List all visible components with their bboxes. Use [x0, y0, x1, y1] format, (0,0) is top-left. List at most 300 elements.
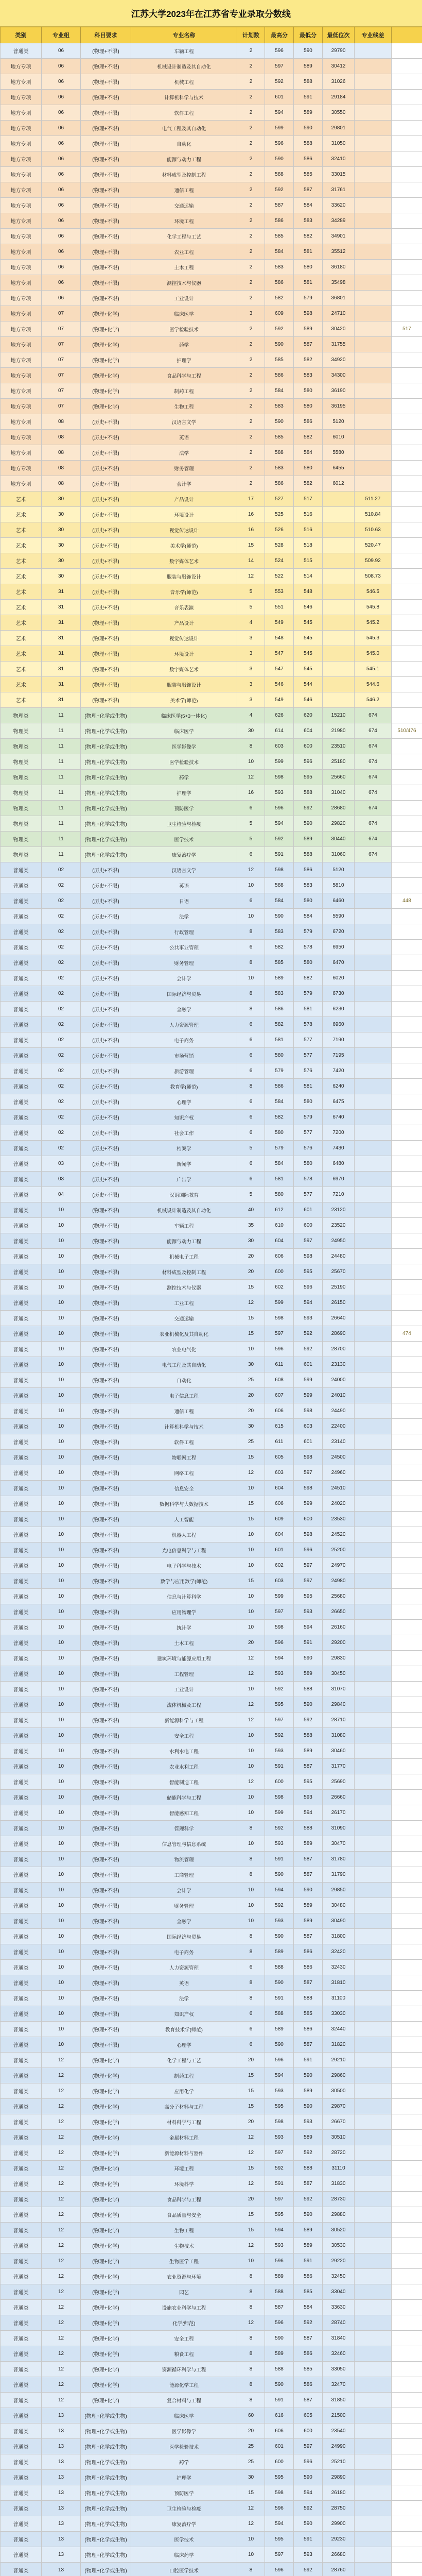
table-row [1, 2393, 422, 2408]
cell-max: 597 [265, 1604, 294, 1620]
cell-note [392, 2207, 422, 2223]
cell-note [392, 2099, 422, 2114]
cell-min: 587 [294, 1867, 323, 1883]
cell-group: 12 [42, 2176, 81, 2192]
cell-group: 12 [42, 2192, 81, 2207]
cell-plan: 8 [237, 2563, 265, 2576]
cell-group: 02 [42, 1094, 81, 1110]
cell-plan: 2 [237, 59, 265, 74]
cell-major: 管理科学 [131, 1821, 237, 1836]
cell-rank: 31080 [323, 1728, 355, 1743]
cell-note [392, 1094, 422, 1110]
cell-note [392, 182, 422, 198]
cell-rank: 26640 [323, 1311, 355, 1326]
cell-group: 10 [42, 1357, 81, 1372]
cell-major: 机器人工程 [131, 1527, 237, 1543]
cell-line [355, 1156, 392, 1172]
cell-min: 589 [294, 1666, 323, 1682]
table-row [1, 1481, 422, 1496]
cell-subject: (物理+不限) [81, 1620, 131, 1635]
cell-type: 普通类 [1, 1403, 42, 1419]
cell-rank: 24020 [323, 1496, 355, 1512]
cell-group: 13 [42, 2485, 81, 2501]
cell-line [355, 1187, 392, 1202]
cell-group: 10 [42, 1635, 81, 1651]
cell-subject: (物理+不限) [81, 1202, 131, 1218]
cell-line [355, 2022, 392, 2037]
cell-line [355, 1697, 392, 1713]
cell-max: 603 [265, 1465, 294, 1481]
cell-note [392, 1682, 422, 1697]
cell-major: 物流管理 [131, 1852, 237, 1867]
cell-plan: 6 [237, 2022, 265, 2037]
cell-rank: 28750 [323, 2501, 355, 2516]
cell-group: 13 [42, 2547, 81, 2563]
cell-major: 服装与服饰设计 [131, 569, 237, 584]
cell-note [392, 1728, 422, 1743]
cell-subject: (历史+不限) [81, 1063, 131, 1079]
table-row [1, 1790, 422, 1805]
cell-subject: (物理+不限) [81, 1913, 131, 1929]
cell-min: 589 [294, 1836, 323, 1852]
cell-plan: 15 [237, 2223, 265, 2238]
cell-max: 522 [265, 569, 294, 584]
cell-rank: 24950 [323, 1233, 355, 1249]
cell-max: 591 [265, 847, 294, 862]
cell-rank: 36195 [323, 399, 355, 414]
cell-rank: 26170 [323, 1805, 355, 1821]
cell-max: 581 [265, 1172, 294, 1187]
cell-type: 普通类 [1, 2532, 42, 2547]
cell-major: 土木工程 [131, 1635, 237, 1651]
cell-rank: 25680 [323, 1589, 355, 1604]
cell-min: 590 [294, 2516, 323, 2532]
cell-note [392, 615, 422, 631]
cell-group: 31 [42, 631, 81, 646]
cell-type: 普通类 [1, 2176, 42, 2192]
cell-max: 596 [265, 2501, 294, 2516]
cell-min: 516 [294, 522, 323, 538]
cell-min: 593 [294, 2547, 323, 2563]
table-row [1, 1836, 422, 1852]
cell-max: 583 [265, 986, 294, 1002]
table-row [1, 1991, 422, 2006]
cell-subject: (物理+不限) [81, 662, 131, 677]
cell-min: 583 [294, 878, 323, 893]
cell-rank: 23510 [323, 739, 355, 754]
cell-major: 食品科学与工程 [131, 2192, 237, 2207]
cell-type: 普通类 [1, 1944, 42, 1960]
cell-note [392, 1372, 422, 1388]
cell-line [355, 1372, 392, 1388]
cell-note [392, 2516, 422, 2532]
cell-min: 594 [294, 1620, 323, 1635]
cell-note [392, 1434, 422, 1450]
table-row [1, 646, 422, 662]
cell-min: 591 [294, 1635, 323, 1651]
table-row [1, 2300, 422, 2315]
cell-subject: (物理+化学或生物) [81, 2501, 131, 2516]
cell-note [392, 1666, 422, 1682]
table-row [1, 136, 422, 151]
cell-rank: 32430 [323, 1960, 355, 1975]
cell-rank: 6020 [323, 971, 355, 986]
cell-note [392, 1821, 422, 1836]
cell-min: 516 [294, 507, 323, 522]
cell-rank: 34901 [323, 229, 355, 244]
cell-plan: 12 [237, 1713, 265, 1728]
cell-major: 临床医学(5+3一体化) [131, 708, 237, 723]
cell-max: 579 [265, 1141, 294, 1156]
cell-type: 普通类 [1, 1790, 42, 1805]
cell-rank: 6950 [323, 940, 355, 955]
cell-rank: 26680 [323, 2547, 355, 2563]
cell-rank: 24490 [323, 1403, 355, 1419]
cell-note [392, 337, 422, 352]
cell-major: 护理学 [131, 352, 237, 368]
cell-type: 普通类 [1, 2331, 42, 2346]
cell-group: 12 [42, 2331, 81, 2346]
cell-type: 物理类 [1, 739, 42, 754]
cell-group: 06 [42, 105, 81, 121]
cell-max: 582 [265, 291, 294, 306]
cell-note [392, 2269, 422, 2284]
table-row [1, 955, 422, 971]
cell-type: 地方专项 [1, 213, 42, 229]
table-row [1, 754, 422, 770]
table-row [1, 1311, 422, 1326]
header-note [392, 27, 422, 43]
table-row [1, 105, 422, 121]
cell-major: 农业电气化 [131, 1342, 237, 1357]
cell-major: 会计学 [131, 476, 237, 492]
cell-major: 水利水电工程 [131, 1743, 237, 1759]
cell-line [355, 986, 392, 1002]
cell-min: 578 [294, 1017, 323, 1032]
cell-line [355, 337, 392, 352]
cell-group: 02 [42, 862, 81, 878]
cell-major: 网络工程 [131, 1465, 237, 1481]
cell-major: 心理学 [131, 1094, 237, 1110]
cell-type: 普通类 [1, 1063, 42, 1079]
cell-max: 612 [265, 1202, 294, 1218]
cell-min: 546 [294, 600, 323, 615]
cell-major: 医学技术 [131, 2532, 237, 2547]
cell-min: 580 [294, 399, 323, 414]
cell-line [355, 1929, 392, 1944]
cell-subject: (物理+化学或生物) [81, 2424, 131, 2439]
cell-group: 06 [42, 275, 81, 291]
cell-rank: 30460 [323, 1743, 355, 1759]
cell-max: 601 [265, 90, 294, 105]
cell-subject: (物理+不限) [81, 1311, 131, 1326]
cell-major: 法学 [131, 909, 237, 924]
table-row [1, 600, 422, 615]
cell-subject: (历史+不限) [81, 1125, 131, 1141]
cell-note: 517 [392, 321, 422, 337]
cell-subject: (历史+不限) [81, 600, 131, 615]
cell-note: 448 [392, 893, 422, 909]
cell-rank: 24990 [323, 2439, 355, 2454]
cell-type: 普通类 [1, 909, 42, 924]
cell-type: 艺术 [1, 569, 42, 584]
cell-type: 地方专项 [1, 399, 42, 414]
table-row [1, 1125, 422, 1141]
cell-rank: 6480 [323, 1156, 355, 1172]
cell-rank: 29870 [323, 2099, 355, 2114]
cell-type: 普通类 [1, 1991, 42, 2006]
cell-plan: 5 [237, 832, 265, 847]
cell-type: 普通类 [1, 2547, 42, 2563]
cell-group: 06 [42, 291, 81, 306]
cell-note [392, 1604, 422, 1620]
cell-group: 31 [42, 600, 81, 615]
cell-note [392, 2315, 422, 2331]
cell-group: 06 [42, 260, 81, 275]
cell-min: 592 [294, 2501, 323, 2516]
cell-type: 艺术 [1, 677, 42, 692]
table-row [1, 260, 422, 275]
cell-note [392, 569, 422, 584]
cell-line [355, 1682, 392, 1697]
cell-min: 590 [294, 2068, 323, 2083]
cell-line: 674 [355, 832, 392, 847]
cell-max: 598 [265, 2485, 294, 2501]
cell-plan: 10 [237, 1743, 265, 1759]
cell-group: 02 [42, 893, 81, 909]
cell-plan: 10 [237, 1620, 265, 1635]
table-row [1, 1017, 422, 1032]
cell-line [355, 893, 392, 909]
table-row [1, 1434, 422, 1450]
cell-subject: (物理+化学或生物) [81, 739, 131, 754]
cell-type: 普通类 [1, 1218, 42, 1233]
cell-major: 软件工程 [131, 1434, 237, 1450]
cell-note [392, 1512, 422, 1527]
table-row [1, 631, 422, 646]
cell-group: 03 [42, 1172, 81, 1187]
cell-min: 600 [294, 1218, 323, 1233]
cell-max: 590 [265, 414, 294, 430]
cell-line [355, 878, 392, 893]
cell-major: 卫生检验与检疫 [131, 2501, 237, 2516]
cell-note [392, 940, 422, 955]
cell-major: 汉语言文学 [131, 862, 237, 878]
cell-major: 工业设计 [131, 1682, 237, 1697]
cell-rank: 23140 [323, 1434, 355, 1450]
cell-note [392, 1852, 422, 1867]
cell-min: 589 [294, 105, 323, 121]
cell-line: 545.2 [355, 615, 392, 631]
cell-note [392, 1774, 422, 1790]
cell-plan: 30 [237, 1419, 265, 1434]
cell-type: 普通类 [1, 1419, 42, 1434]
cell-major: 音乐学(师范) [131, 584, 237, 600]
table-row [1, 1697, 422, 1713]
cell-subject: (物理+化学) [81, 2377, 131, 2393]
cell-note [392, 368, 422, 383]
table-row [1, 770, 422, 785]
cell-group: 10 [42, 2006, 81, 2022]
cell-note [392, 1543, 422, 1558]
cell-max: 596 [265, 2053, 294, 2068]
cell-plan: 12 [237, 1666, 265, 1682]
cell-line [355, 1295, 392, 1311]
cell-plan: 15 [237, 1512, 265, 1527]
cell-subject: (物理+化学) [81, 2253, 131, 2269]
cell-note [392, 801, 422, 816]
cell-line: 544.6 [355, 677, 392, 692]
cell-rank: 25200 [323, 1543, 355, 1558]
cell-group: 07 [42, 352, 81, 368]
cell-rank: 29850 [323, 1883, 355, 1898]
cell-group: 10 [42, 1604, 81, 1620]
table-row [1, 2083, 422, 2099]
cell-type: 普通类 [1, 2253, 42, 2269]
cell-type: 地方专项 [1, 136, 42, 151]
cell-subject: (物理+不限) [81, 677, 131, 692]
cell-group: 12 [42, 2099, 81, 2114]
cell-rank: 26650 [323, 1604, 355, 1620]
cell-line [355, 2470, 392, 2485]
cell-line [355, 1651, 392, 1666]
cell-plan: 12 [237, 1465, 265, 1481]
cell-plan: 10 [237, 1898, 265, 1913]
cell-type: 普通类 [1, 2485, 42, 2501]
cell-note [392, 770, 422, 785]
cell-group: 10 [42, 1620, 81, 1635]
cell-major: 教育学(师范) [131, 1079, 237, 1094]
cell-group: 30 [42, 553, 81, 569]
cell-note [392, 1233, 422, 1249]
cell-type: 普通类 [1, 893, 42, 909]
cell-min: 586 [294, 862, 323, 878]
cell-min: 597 [294, 1573, 323, 1589]
cell-plan: 8 [237, 2300, 265, 2315]
cell-plan: 8 [237, 2331, 265, 2346]
cell-plan: 8 [237, 1975, 265, 1991]
cell-subject: (历史+不限) [81, 553, 131, 569]
cell-rank: 25210 [323, 2454, 355, 2470]
cell-plan: 10 [237, 971, 265, 986]
cell-type: 普通类 [1, 1805, 42, 1821]
cell-max: 595 [265, 2532, 294, 2547]
cell-plan: 2 [237, 461, 265, 476]
cell-rank: 28690 [323, 1326, 355, 1342]
cell-max: 596 [265, 136, 294, 151]
cell-major: 通信工程 [131, 1403, 237, 1419]
table-row [1, 2377, 422, 2393]
cell-group: 06 [42, 213, 81, 229]
cell-major: 数字媒体艺术 [131, 662, 237, 677]
cell-group: 10 [42, 1295, 81, 1311]
table-row [1, 291, 422, 306]
cell-min: 589 [294, 2083, 323, 2099]
cell-major: 教育技术学(师范) [131, 2022, 237, 2037]
table-row [1, 399, 422, 414]
cell-line [355, 90, 392, 105]
cell-min: 586 [294, 2346, 323, 2362]
cell-type: 普通类 [1, 1326, 42, 1342]
cell-max: 586 [265, 1079, 294, 1094]
cell-min: 589 [294, 1743, 323, 1759]
cell-note [392, 2362, 422, 2377]
cell-plan: 2 [237, 151, 265, 167]
cell-line: 511.27 [355, 492, 392, 507]
cell-major: 测控技术与仪器 [131, 1280, 237, 1295]
cell-group: 10 [42, 1743, 81, 1759]
cell-plan: 12 [237, 2130, 265, 2145]
cell-group: 10 [42, 1249, 81, 1264]
cell-subject: (历史+不限) [81, 971, 131, 986]
cell-plan: 3 [237, 631, 265, 646]
table-row [1, 1419, 422, 1434]
cell-major: 视觉传达设计 [131, 522, 237, 538]
cell-max: 597 [265, 2192, 294, 2207]
cell-type: 普通类 [1, 2223, 42, 2238]
table-row [1, 1975, 422, 1991]
cell-group: 12 [42, 2238, 81, 2253]
cell-subject: (物理+不限) [81, 1759, 131, 1774]
cell-group: 13 [42, 2532, 81, 2547]
cell-max: 610 [265, 1218, 294, 1233]
cell-note [392, 1898, 422, 1913]
cell-note [392, 2053, 422, 2068]
cell-note [392, 692, 422, 708]
table-row [1, 2315, 422, 2331]
cell-note [392, 1002, 422, 1017]
cell-line [355, 414, 392, 430]
cell-subject: (历史+不限) [81, 924, 131, 940]
cell-group: 06 [42, 90, 81, 105]
cell-line [355, 321, 392, 337]
cell-type: 普通类 [1, 2300, 42, 2315]
cell-type: 普通类 [1, 1048, 42, 1063]
cell-type: 普通类 [1, 1852, 42, 1867]
cell-note [392, 754, 422, 770]
cell-type: 普通类 [1, 1357, 42, 1372]
cell-rank [323, 584, 355, 600]
cell-min: 597 [294, 1558, 323, 1573]
cell-subject: (物理+化学) [81, 2176, 131, 2192]
cell-major: 旅游管理 [131, 1063, 237, 1079]
cell-line [355, 2300, 392, 2315]
cell-max: 597 [265, 2145, 294, 2161]
cell-major: 电子信息工程 [131, 1388, 237, 1403]
cell-note [392, 2161, 422, 2176]
cell-max: 588 [265, 878, 294, 893]
cell-min: 593 [294, 2114, 323, 2130]
cell-plan: 10 [237, 2253, 265, 2269]
cell-subject: (物理+不限) [81, 1883, 131, 1898]
cell-subject: (物理+化学或生物) [81, 2516, 131, 2532]
cell-note [392, 260, 422, 275]
table-row [1, 1372, 422, 1388]
cell-subject: (物理+化学或生物) [81, 816, 131, 832]
cell-type: 普通类 [1, 2269, 42, 2284]
cell-max: 588 [265, 445, 294, 461]
cell-rank: 30490 [323, 1913, 355, 1929]
cell-type: 普通类 [1, 1481, 42, 1496]
table-row [1, 1960, 422, 1975]
cell-major: 环境设计 [131, 646, 237, 662]
cell-rank: 31761 [323, 182, 355, 198]
cell-subject: (物理+化学) [81, 2315, 131, 2331]
table-row [1, 1187, 422, 1202]
cell-major: 化学工程与工艺 [131, 2053, 237, 2068]
table-row [1, 615, 422, 631]
cell-major: 会计学 [131, 1883, 237, 1898]
